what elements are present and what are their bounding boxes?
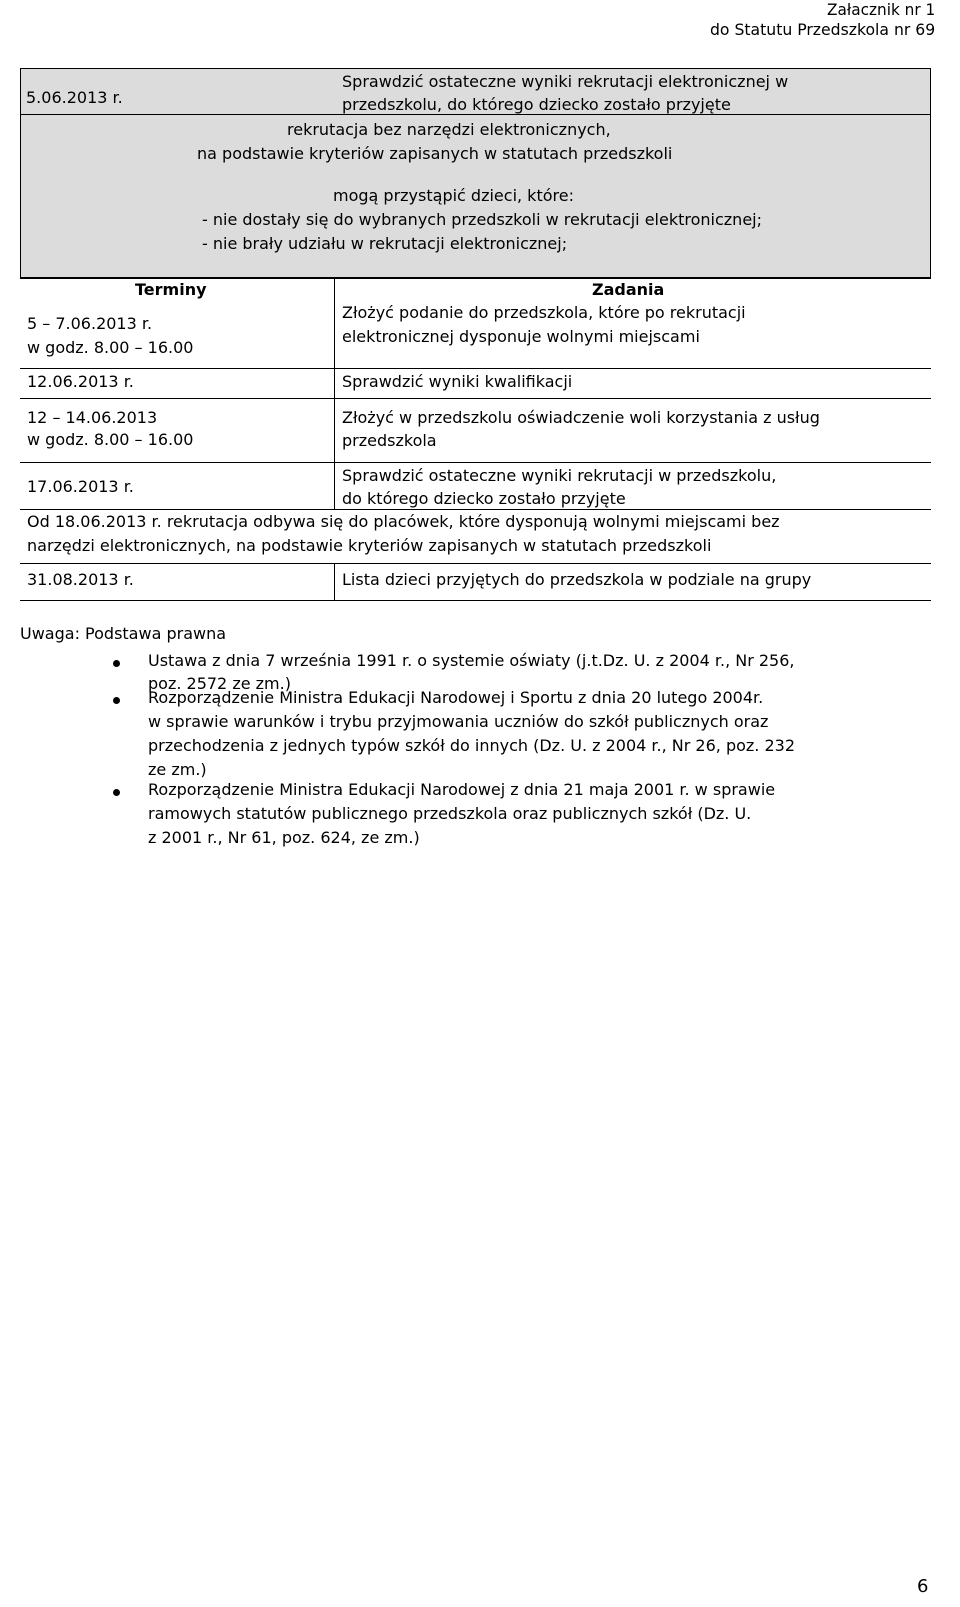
row-divider <box>20 398 931 399</box>
legal-item-3-line-1: Rozporządzenie Ministra Edukacji Narodowej z dnia 21 maja 2001 r. w sprawie <box>148 780 776 799</box>
table-top-border <box>20 277 931 278</box>
eligibility-line-1: mogą przystąpić dzieci, które: <box>333 186 574 205</box>
table-bottom-border <box>20 600 931 601</box>
task-cell: Złożyć w przedszkolu oświadczenie woli korzystania z usług <box>342 408 820 427</box>
row-divider <box>20 563 931 564</box>
bullet-icon <box>113 697 120 704</box>
note-line-2: narzędzi elektronicznych, na podstawie kryteriów zapisanych w statutach przedszkoli <box>27 536 712 555</box>
column-header-terms: Terminy <box>135 280 207 299</box>
legal-item-3-line-2: ramowych statutów publicznego przedszkola oraz publicznych szkół (Dz. U. <box>148 804 752 823</box>
task-cell: Lista dzieci przyjętych do przedszkola w podziale na grupy <box>342 570 812 589</box>
bullet-icon <box>113 789 120 796</box>
term-cell: 12.06.2013 r. <box>27 372 134 391</box>
task-cell-cont: do którego dziecko zostało przyjęte <box>342 489 626 508</box>
task-cell: Sprawdzić ostateczne wyniki rekrutacji w przedszkolu, <box>342 466 777 485</box>
gray-task-line-1: Sprawdzić ostateczne wyniki rekrutacji elektronicznej w <box>342 72 789 91</box>
note-line-1: Od 18.06.2013 r. rekrutacja odbywa się do placówek, które dysponują wolnymi miejscami bez <box>27 512 780 531</box>
term-cell-hours: w godz. 8.00 – 16.00 <box>27 430 194 449</box>
gray-heading-line-1: rekrutacja bez narzędzi elektronicznych, <box>287 120 611 139</box>
column-divider <box>334 277 335 509</box>
eligibility-line-2: - nie dostały się do wybranych przedszkoli w rekrutacji elektronicznej; <box>202 210 762 229</box>
statute-label: do Statutu Przedszkola nr 69 <box>709 20 935 39</box>
gray-date: 5.06.2013 r. <box>26 88 123 107</box>
legal-item-2-line-2: w sprawie warunków i trybu przyjmowania uczniów do szkół publicznych oraz <box>148 712 769 731</box>
legal-item-1-line-1: Ustawa z dnia 7 września 1991 r. o systemie oświaty (j.t.Dz. U. z 2004 r., Nr 256, <box>148 651 795 670</box>
bullet-icon <box>113 660 120 667</box>
page-number: 6 <box>917 1576 929 1597</box>
row-divider <box>20 462 931 463</box>
row-divider <box>20 368 931 369</box>
term-cell: 17.06.2013 r. <box>27 477 134 496</box>
task-cell: Sprawdzić wyniki kwalifikacji <box>342 372 573 391</box>
attachment-label: Załacznik nr 1 <box>826 0 936 19</box>
term-cell: 5 – 7.06.2013 r. <box>27 314 153 333</box>
legal-item-3-line-3: z 2001 r., Nr 61, poz. 624, ze zm.) <box>148 828 420 847</box>
legal-item-2-line-3: przechodzenia z jednych typów szkół do innych (Dz. U. z 2004 r., Nr 26, poz. 232 <box>148 736 795 755</box>
task-cell-cont: elektronicznej dysponuje wolnymi miejscami <box>342 327 700 346</box>
legal-item-2-line-4: ze zm.) <box>148 760 207 779</box>
column-header-tasks: Zadania <box>592 280 665 299</box>
gray-heading-line-2: na podstawie kryteriów zapisanych w statutach przedszkoli <box>197 144 673 163</box>
task-cell-cont: przedszkola <box>342 431 437 450</box>
divider <box>20 114 931 115</box>
term-cell: 31.08.2013 r. <box>27 570 134 589</box>
task-cell: Złożyć podanie do przedszkola, które po rekrutacji <box>342 303 746 322</box>
term-cell: 12 – 14.06.2013 <box>27 408 158 427</box>
legal-item-2-line-1: Rozporządzenie Ministra Edukacji Narodowej i Sportu z dnia 20 lutego 2004r. <box>148 688 764 707</box>
row-divider <box>20 509 931 510</box>
gray-task-line-2: przedszkolu, do którego dziecko zostało przyjęte <box>342 95 731 114</box>
column-divider <box>334 563 335 600</box>
eligibility-line-3: - nie brały udziału w rekrutacji elektronicznej; <box>202 234 568 253</box>
legal-basis-title: Uwaga: Podstawa prawna <box>20 624 227 643</box>
legal-item-1-line-2: poz. 2572 ze zm.) <box>148 674 291 693</box>
term-cell-hours: w godz. 8.00 – 16.00 <box>27 338 194 357</box>
